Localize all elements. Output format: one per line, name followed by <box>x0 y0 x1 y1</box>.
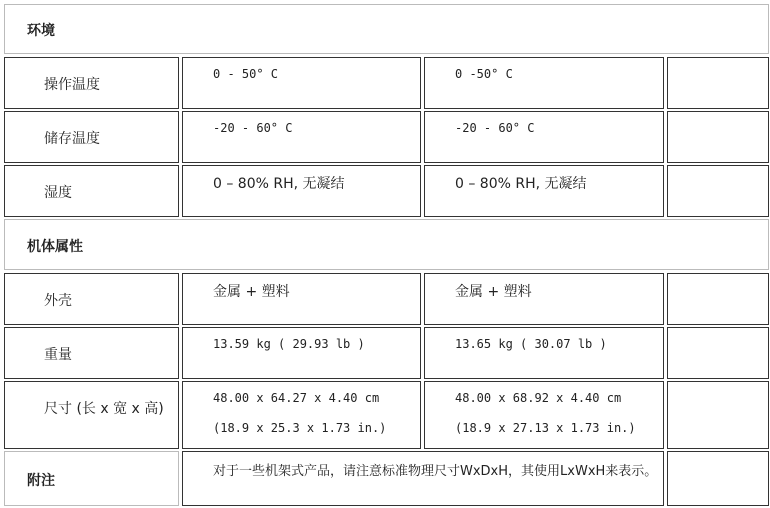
operating-temp-value-1: 0 - 50° C <box>213 67 279 81</box>
dimensions-cm-2: 48.00 x 68.92 x 4.40 cm <box>455 391 622 405</box>
table-cell-empty <box>667 273 769 325</box>
row-label-humidity: 湿度 <box>44 185 72 201</box>
table-cell-empty <box>667 381 769 449</box>
shell-value-1: 金属 + 塑料 <box>213 284 290 300</box>
table-cell <box>424 327 664 379</box>
row-label-shell: 外壳 <box>44 293 72 309</box>
table-cell <box>182 327 421 379</box>
note-text: 对于一些机架式产品，请注意标准物理尺寸WxDxH，其使用LxWxH来表示。 <box>213 464 658 479</box>
table-cell <box>424 111 664 163</box>
dimensions-in-1: (18.9 x 25.3 x 1.73 in.) <box>213 421 387 435</box>
table-cell-empty <box>667 111 769 163</box>
table-row-label-cell <box>4 165 179 217</box>
row-label-storage-temp: 储存温度 <box>44 131 100 147</box>
section-header-environment <box>4 4 769 54</box>
section-title-chassis: 机体属性 <box>27 239 83 255</box>
shell-value-2: 金属 + 塑料 <box>455 284 532 300</box>
table-row-label-cell <box>4 327 179 379</box>
dimensions-in-2: (18.9 x 27.13 x 1.73 in.) <box>455 421 636 435</box>
humidity-value-2: 0 – 80% RH, 无凝结 <box>455 176 587 192</box>
table-row-label-cell <box>4 273 179 325</box>
dimensions-cm-1: 48.00 x 64.27 x 4.40 cm <box>213 391 380 405</box>
section-title-notes: 附注 <box>27 473 55 489</box>
weight-value-2: 13.65 kg ( 30.07 lb ) <box>455 337 607 351</box>
weight-value-1: 13.59 kg ( 29.93 lb ) <box>213 337 365 351</box>
section-header-chassis <box>4 219 769 270</box>
table-cell-empty <box>667 451 769 506</box>
humidity-value-1: 0 – 80% RH, 无凝结 <box>213 176 345 192</box>
row-label-weight: 重量 <box>44 347 72 363</box>
table-cell <box>182 57 421 109</box>
table-cell <box>424 57 664 109</box>
section-title-environment: 环境 <box>27 23 55 39</box>
storage-temp-value-1: -20 - 60° C <box>213 121 293 135</box>
table-cell-empty <box>667 165 769 217</box>
table-cell-empty <box>667 327 769 379</box>
row-label-dimensions: 尺寸 (长 x 宽 x 高) <box>44 401 164 417</box>
row-label-operating-temp: 操作温度 <box>44 77 100 93</box>
table-cell-empty <box>667 57 769 109</box>
table-cell <box>182 111 421 163</box>
operating-temp-value-2: 0 -50° C <box>455 67 513 81</box>
storage-temp-value-2: -20 - 60° C <box>455 121 535 135</box>
